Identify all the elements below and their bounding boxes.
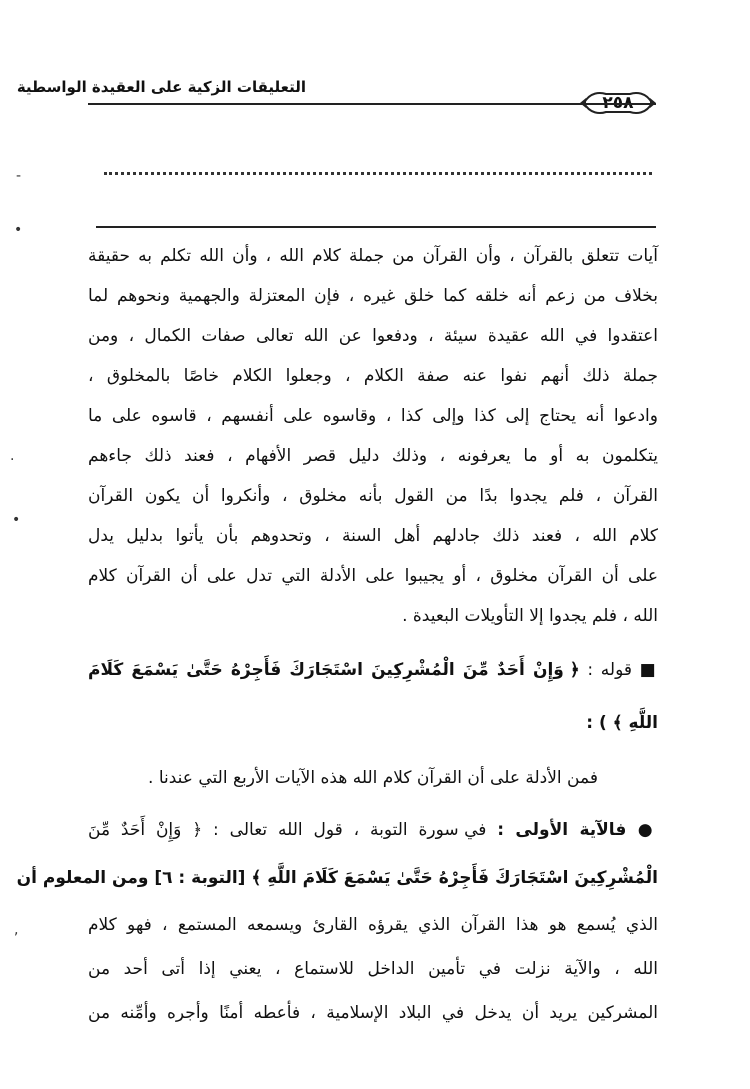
section-rule bbox=[96, 226, 656, 228]
text-line: القرآن ، فلم يجدوا بدًا من القول بأنه مخلوق ، وأنكروا أن يكون القرآن bbox=[88, 486, 658, 506]
first-verse-label: ● فالآية الأولى : bbox=[497, 820, 659, 840]
text-line: على أن القرآن مخلوق ، أو يجيبوا على الأدلة التي تدل على أن القرآن كلام bbox=[88, 566, 658, 586]
verse-line bbox=[88, 657, 658, 683]
text-line: المشركين يريد أن يدخل في البلاد الإسلامية ، فأعطه أمنًا وأجره وأمِّنه من bbox=[88, 1003, 658, 1023]
verse-line-continued: اللَّهِ ﴾ ) : bbox=[586, 713, 658, 733]
text-line: جملة ذلك أنهم نفوا عنه صفة الكلام ، وجعلوا الكلام خاصًا بالمخلوق ، bbox=[88, 366, 658, 386]
text-line: يتكلمون به أو ما يعرفونه ، وذلك دليل قصر الأفهام ، فعند ذلك جاءهم bbox=[88, 446, 658, 466]
text-line: كلام الله ، فعند ذلك جادلهم أهل السنة ، وتحدوهم بأن يأتوا بدليل يدل bbox=[88, 526, 658, 546]
text-line: الله ، والآية نزلت في تأمين الداخل للاستماع ، يعني إذا أتى أحد من bbox=[88, 959, 658, 979]
text-line: الله ، فلم يجدوا إلا التأويلات البعيدة . bbox=[402, 606, 658, 626]
text-line: اعتقدوا في الله عقيدة سيئة ، ودفعوا عن الله تعالى صفات الكمال ، ومن bbox=[88, 326, 658, 346]
text-line: آيات تتعلق بالقرآن ، وأن القرآن من جملة كلام الله ، وأن الله تكلم به حقيقة bbox=[88, 246, 658, 266]
margin-mark: - bbox=[16, 168, 22, 184]
text-line bbox=[88, 817, 658, 843]
margin-mark: · bbox=[10, 452, 15, 468]
text-line: بخلاف من زعم أنه خلقه كما خلق غيره ، فإن المعتزلة والجهمية ونحوهم لما bbox=[88, 286, 658, 306]
header-rule bbox=[88, 103, 656, 105]
text-line: الْمُشْرِكِينَ اسْتَجَارَكَ فَأَجِرْهُ حَتَّىٰ يَسْمَعَ كَلَامَ اللَّهِ ﴾ [التوبة : ٦] ومن المعلوم أن bbox=[16, 868, 658, 888]
margin-mark: , bbox=[14, 922, 19, 938]
verse-text: ﴿ وَإِنْ أَحَدٌ مِّنَ الْمُشْرِكِينَ اسْتَجَارَكَ فَأَجِرْهُ حَتَّىٰ يَسْمَعَ كَلَامَ bbox=[88, 660, 580, 680]
text-line: فمن الأدلة على أن القرآن كلام الله هذه الآيات الأربع التي عندنا . bbox=[148, 768, 598, 788]
running-header-title: التعليقات الزكية على العقيدة الواسطية bbox=[16, 78, 306, 96]
text-line: الذي يُسمع هو هذا القرآن الذي يقرؤه القارئ ويسمعه المستمع ، فهو كلام bbox=[88, 915, 658, 935]
page-number: ٢٥٨ bbox=[602, 93, 634, 113]
margin-mark: • bbox=[14, 222, 23, 238]
dotted-separator bbox=[104, 172, 652, 175]
text-segment: في سورة التوبة ، قول الله تعالى : ﴿ وَإِنْ أَحَدٌ مِّنَ bbox=[88, 820, 487, 840]
margin-mark: • bbox=[12, 512, 21, 528]
verse-intro-label: ■ قوله : bbox=[587, 660, 658, 680]
text-line: وادعوا أنه يحتاج إلى كذا وإلى كذا ، وقاسوه على أنفسهم ، قاسوه على ما bbox=[88, 406, 658, 426]
